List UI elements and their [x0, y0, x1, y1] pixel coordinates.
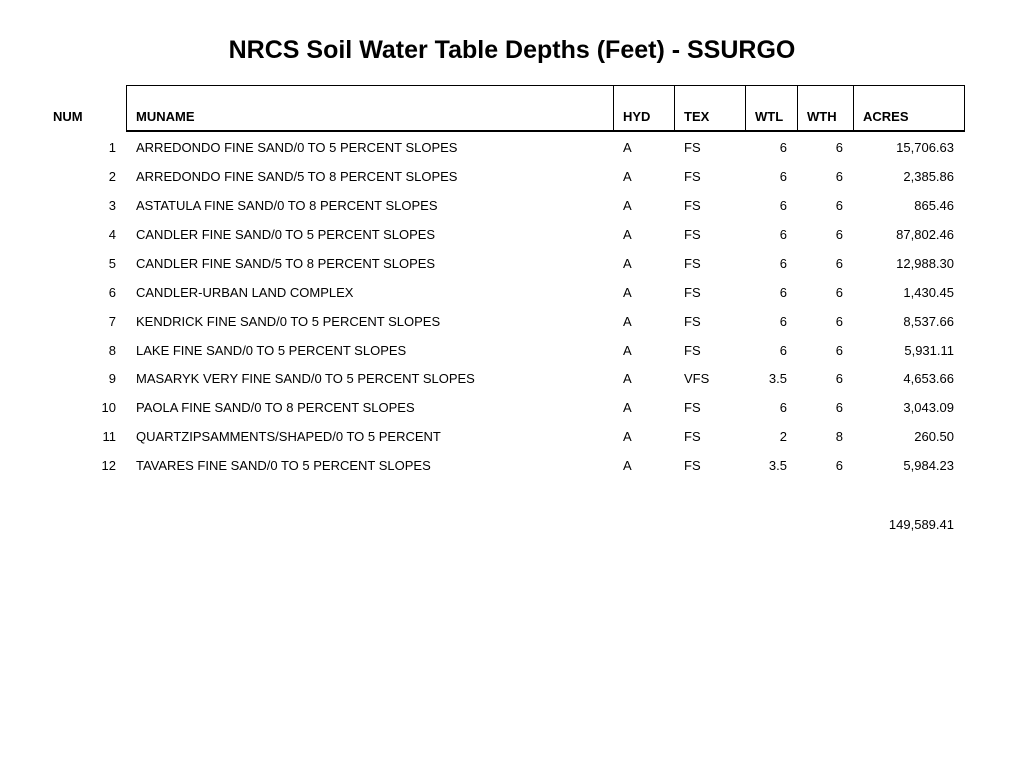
cell-wtl: 3.5 — [768, 458, 787, 473]
cell-num: 4 — [108, 227, 116, 242]
table-row — [0, 255, 1024, 284]
column-header-acres: ACRES — [863, 109, 909, 124]
cell-wtl: 6 — [779, 256, 787, 271]
cell-acres: 8,537.66 — [903, 314, 954, 329]
cell-acres: 260.50 — [914, 429, 954, 444]
cell-muname: PAOLA FINE SAND/0 TO 8 PERCENT SLOPES — [136, 400, 415, 415]
column-header-hyd: HYD — [623, 109, 651, 124]
cell-muname: KENDRICK FINE SAND/0 TO 5 PERCENT SLOPES — [136, 314, 441, 329]
header-divider — [853, 85, 854, 130]
cell-tex: FS — [684, 285, 701, 300]
cell-wtl: 6 — [779, 227, 787, 242]
table-row — [0, 370, 1024, 399]
cell-hyd: A — [623, 314, 632, 329]
table-row — [0, 168, 1024, 197]
cell-wth: 6 — [835, 285, 843, 300]
cell-hyd: A — [623, 285, 632, 300]
cell-hyd: A — [623, 400, 632, 415]
cell-acres: 3,043.09 — [903, 400, 954, 415]
cell-tex: FS — [684, 400, 701, 415]
header-divider — [613, 85, 614, 130]
cell-tex: FS — [684, 343, 701, 358]
cell-hyd: A — [623, 343, 632, 358]
cell-muname: CANDLER FINE SAND/0 TO 5 PERCENT SLOPES — [136, 227, 436, 242]
cell-muname: ARREDONDO FINE SAND/5 TO 8 PERCENT SLOPES — [136, 169, 458, 184]
table-row — [0, 342, 1024, 371]
cell-num: 5 — [108, 256, 116, 271]
cell-muname: ASTATULA FINE SAND/0 TO 8 PERCENT SLOPES — [136, 198, 438, 213]
cell-muname: ARREDONDO FINE SAND/0 TO 5 PERCENT SLOPES — [136, 140, 458, 155]
column-header-num: NUM — [53, 109, 83, 124]
header-divider — [745, 85, 746, 130]
cell-muname: CANDLER-URBAN LAND COMPLEX — [136, 285, 354, 300]
cell-acres: 5,931.11 — [904, 343, 954, 358]
cell-wth: 6 — [835, 169, 843, 184]
cell-wtl: 6 — [779, 198, 787, 213]
cell-hyd: A — [623, 458, 632, 473]
cell-tex: FS — [684, 458, 701, 473]
cell-acres: 87,802.46 — [896, 227, 954, 242]
cell-num: 7 — [108, 314, 116, 329]
cell-wth: 6 — [835, 140, 843, 155]
header-border — [126, 85, 965, 132]
page-title: NRCS Soil Water Table Depths (Feet) - SSURGO — [228, 36, 796, 64]
cell-muname: MASARYK VERY FINE SAND/0 TO 5 PERCENT SLOPES — [136, 371, 475, 386]
table-row — [0, 457, 1024, 486]
cell-acres: 12,988.30 — [896, 256, 954, 271]
cell-tex: FS — [684, 169, 701, 184]
cell-tex: FS — [684, 256, 701, 271]
cell-muname: QUARTZIPSAMMENTS/SHAPED/0 TO 5 PERCENT — [136, 429, 441, 444]
cell-wtl: 6 — [779, 314, 787, 329]
total-acres: 149,589.41 — [888, 517, 954, 532]
cell-num: 12 — [101, 458, 116, 473]
header-divider — [797, 85, 798, 130]
cell-hyd: A — [623, 198, 632, 213]
cell-wth: 8 — [835, 429, 843, 444]
table-row — [0, 226, 1024, 255]
cell-acres: 865.46 — [914, 198, 954, 213]
cell-acres: 5,984.23 — [903, 458, 954, 473]
cell-wtl: 6 — [779, 140, 787, 155]
cell-hyd: A — [623, 169, 632, 184]
cell-wtl: 6 — [779, 285, 787, 300]
cell-wth: 6 — [835, 227, 843, 242]
cell-num: 3 — [108, 198, 116, 213]
cell-wth: 6 — [835, 371, 843, 386]
cell-wth: 6 — [835, 458, 843, 473]
cell-tex: VFS — [684, 371, 710, 386]
cell-tex: FS — [684, 429, 701, 444]
cell-acres: 2,385.86 — [903, 169, 954, 184]
cell-wth: 6 — [835, 400, 843, 415]
column-header-tex: TEX — [684, 109, 710, 124]
cell-num: 1 — [108, 140, 116, 155]
cell-num: 2 — [108, 169, 116, 184]
cell-muname: CANDLER FINE SAND/5 TO 8 PERCENT SLOPES — [136, 256, 436, 271]
cell-tex: FS — [684, 314, 701, 329]
table-row — [0, 197, 1024, 226]
cell-wtl: 6 — [779, 400, 787, 415]
cell-tex: FS — [684, 198, 701, 213]
cell-num: 8 — [108, 343, 116, 358]
cell-hyd: A — [623, 140, 632, 155]
cell-acres: 1,430.45 — [903, 285, 954, 300]
cell-wtl: 3.5 — [768, 371, 787, 386]
table-row — [0, 399, 1024, 428]
cell-num: 6 — [108, 285, 116, 300]
cell-wth: 6 — [835, 314, 843, 329]
cell-muname: TAVARES FINE SAND/0 TO 5 PERCENT SLOPES — [136, 458, 431, 473]
cell-wth: 6 — [835, 343, 843, 358]
cell-hyd: A — [623, 429, 632, 444]
cell-acres: 15,706.63 — [896, 140, 954, 155]
table-row — [0, 428, 1024, 457]
cell-tex: FS — [684, 227, 701, 242]
cell-wtl: 6 — [779, 343, 787, 358]
cell-num: 9 — [108, 371, 116, 386]
column-header-wth: WTH — [807, 109, 837, 124]
cell-hyd: A — [623, 371, 632, 386]
cell-num: 11 — [102, 429, 116, 444]
table-row — [0, 284, 1024, 313]
cell-acres: 4,653.66 — [903, 371, 954, 386]
cell-hyd: A — [623, 256, 632, 271]
cell-num: 10 — [101, 400, 116, 415]
cell-wth: 6 — [835, 256, 843, 271]
column-header-muname: MUNAME — [136, 109, 195, 124]
table-row — [0, 139, 1024, 168]
header-divider — [674, 85, 675, 130]
table-row — [0, 313, 1024, 342]
cell-wth: 6 — [835, 198, 843, 213]
cell-muname: LAKE FINE SAND/0 TO 5 PERCENT SLOPES — [136, 343, 407, 358]
cell-wtl: 2 — [779, 429, 787, 444]
cell-wtl: 6 — [779, 169, 787, 184]
column-header-wtl: WTL — [755, 109, 784, 124]
cell-hyd: A — [623, 227, 632, 242]
cell-tex: FS — [684, 140, 701, 155]
